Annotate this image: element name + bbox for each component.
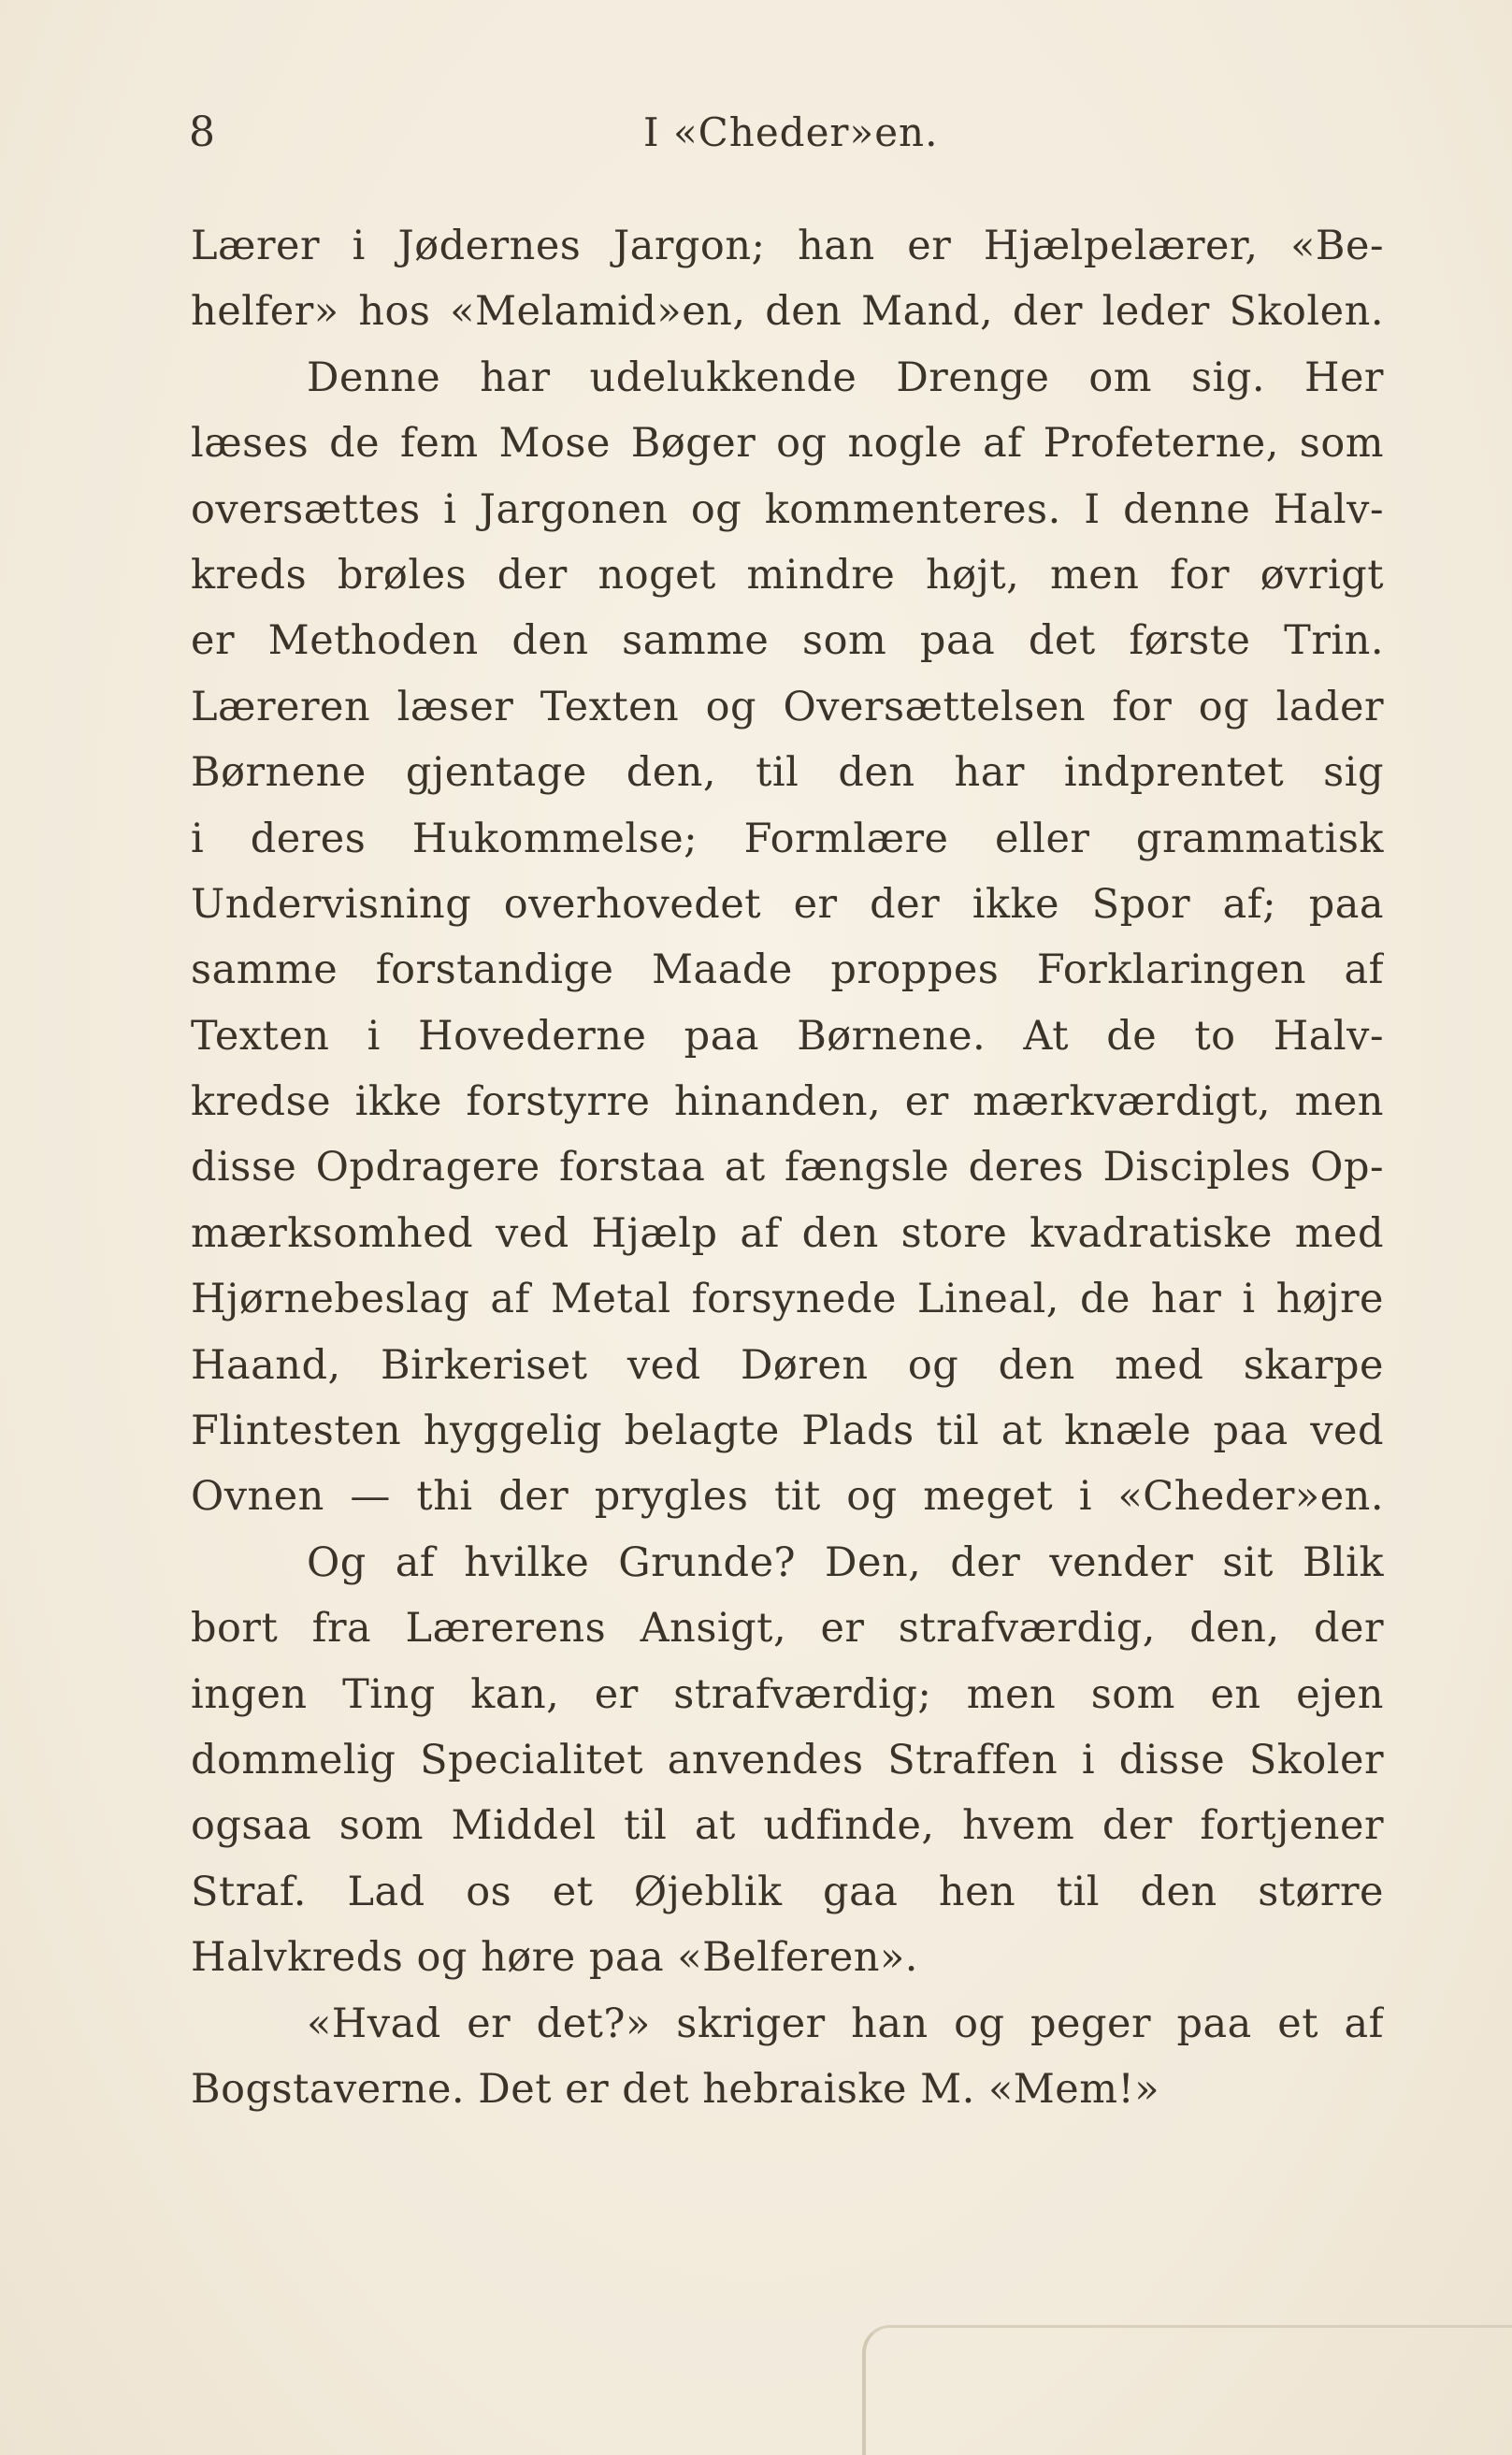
text-line: Ovnen — thi der prygles tit og meget i «Cheder»en. — [191, 1473, 1384, 1521]
body-text — [191, 213, 1384, 2122]
text-line: oversættes i Jargonen og kommenteres. I denne Halv- — [191, 485, 1384, 533]
text-line: Lærer i Jødernes Jargon; han er Hjælpelærer, «Be- — [191, 223, 1384, 269]
text-line: Flintesten hyggelig belagte Plads til at knæle paa ved — [191, 1408, 1384, 1455]
page-edge-mark — [862, 2325, 1512, 2455]
text-line: helfer» hos «Melamid»en, den Mand, der leder Skolen. — [191, 288, 1384, 336]
text-line: Bogstaverne. Det er det hebraiske M. «Mem!» — [191, 2065, 1160, 2113]
page-number: 8 — [189, 108, 215, 156]
text-line: Børnene gjentage den, til den har indprentet sig — [191, 749, 1384, 797]
text-line: mærksomhed ved Hjælp af den store kvadratiske med — [191, 1209, 1384, 1257]
text-line: Hjørnebeslag af Metal forsynede Lineal, de har i højre — [191, 1276, 1384, 1323]
running-head: I «Cheder»en. — [643, 109, 939, 155]
text-line: «Hvad er det?» skriger han og peger paa et af — [307, 2000, 1384, 2047]
text-line: samme forstandige Maade proppes Forklaringen af — [191, 946, 1384, 994]
text-line: disse Opdragere forstaa at fængsle deres Disciples Op- — [191, 1144, 1384, 1191]
text-line: Undervisning overhovedet er der ikke Spor af; paa — [191, 880, 1384, 928]
text-line: Straf. Lad os et Øjeblik gaa hen til den større — [191, 1868, 1384, 1915]
text-line: Og af hvilke Grunde? Den, der vender sit Blik — [307, 1538, 1384, 1586]
text-line: dommelig Specialitet anvendes Straffen i disse Skoler — [191, 1736, 1384, 1783]
text-line: læses de fem Mose Bøger og nogle af Profeterne, som — [191, 420, 1384, 468]
text-line: er Methoden den samme som paa det første Trin. — [191, 617, 1384, 665]
page-header — [0, 105, 1512, 161]
text-line: kreds brøles der noget mindre højt, men for øvrigt — [191, 551, 1384, 599]
text-line: ingen Ting kan, er strafværdig; men som en ejen — [191, 1670, 1384, 1718]
text-line: bort fra Lærerens Ansigt, er strafværdig, den, der — [191, 1605, 1384, 1653]
text-line: Haand, Birkeriset ved Døren og den med skarpe — [191, 1341, 1384, 1389]
text-line: i deres Hukommelse; Formlære eller grammatisk — [191, 815, 1384, 862]
text-line: Halvkreds og høre paa «Belferen». — [191, 1934, 918, 1982]
text-line: Texten i Hovederne paa Børnene. At de to Halv- — [191, 1012, 1384, 1060]
text-line: Denne har udelukkende Drenge om sig. Her — [307, 354, 1384, 401]
text-line: kredse ikke forstyrre hinanden, er mærkværdigt, men — [191, 1078, 1384, 1126]
text-line: ogsaa som Middel til at udfinde, hvem der fortjener — [191, 1802, 1384, 1850]
text-line: Læreren læser Texten og Oversættelsen for og lader — [191, 683, 1384, 730]
